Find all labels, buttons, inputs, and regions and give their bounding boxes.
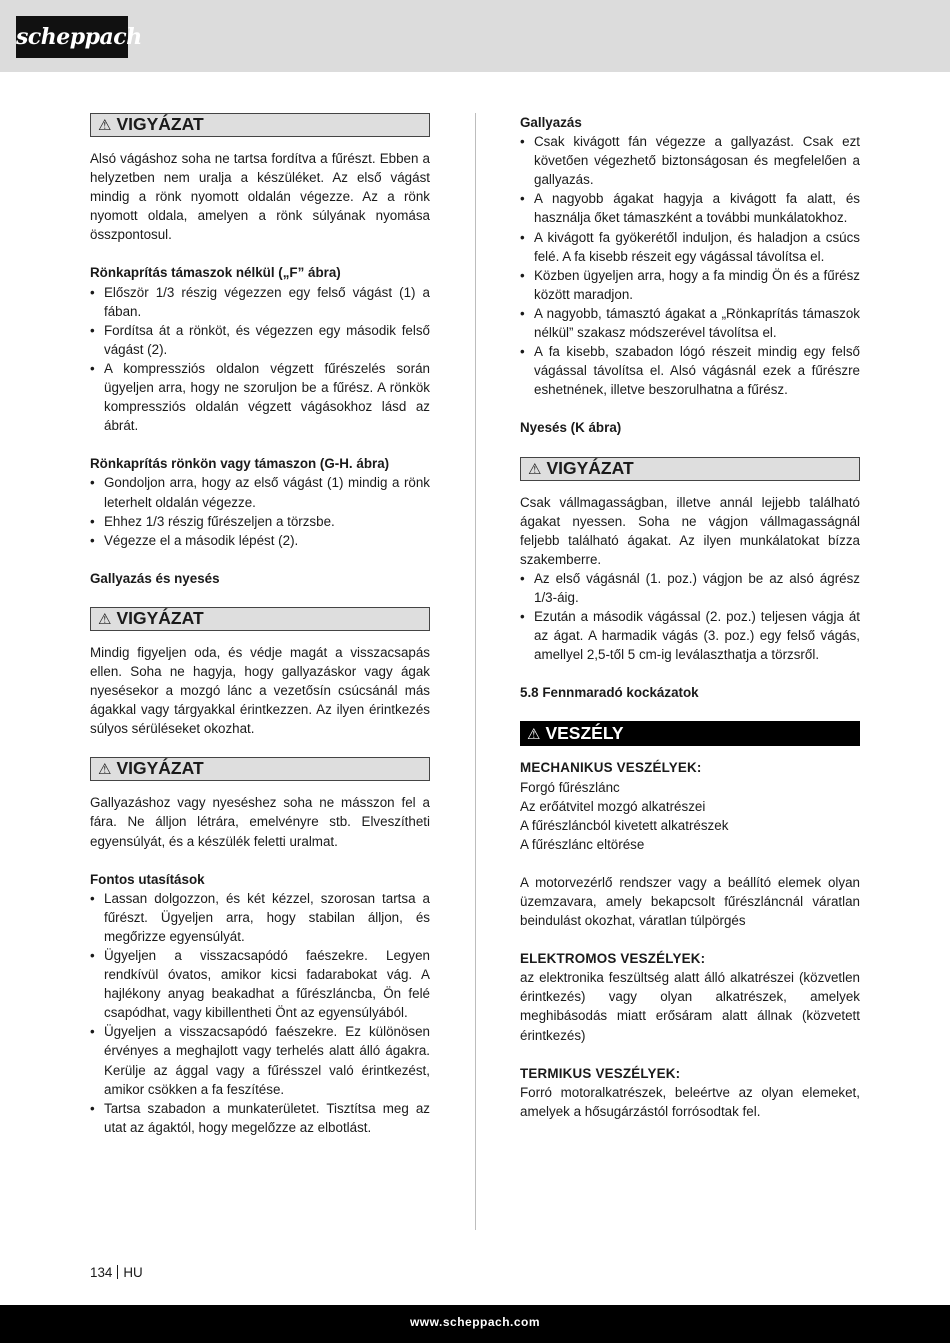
list-item: • Ehhez 1/3 részig fűrészeljen a törzsbe. — [90, 512, 430, 531]
caution-text: Alsó vágáshoz soha ne tartsa fordítva a fűrészt. Ebben a helyzetben nem uralja a készüléket. Az első vágást mindig a rönk nyomott oldalán végezze. Az a rönk nyomott oldala, amelyen a rönk súlyának nyomása összpontosul. — [90, 151, 430, 243]
list-item: • A nagyobb ágakat hagyja a kivágott fa alatt, és használja őket támaszként a további munkálatokhoz. — [520, 189, 860, 227]
danger-label: VESZÉLY — [545, 723, 624, 744]
section-heading: Fontos utasítások — [90, 871, 205, 887]
bullet-list — [520, 132, 860, 399]
list-item: • Ezután a második vágással (2. poz.) teljesen vágja át az ágat. A harmadik vágás (3. poz.) egy felső vágás, amellyel 2,5-től 5 cm-ig leválaszthatja a törzsről. — [520, 607, 860, 664]
caution-label: VIGYÁZAT — [116, 758, 204, 779]
caution-label: VIGYÁZAT — [116, 114, 204, 134]
language-code: HU — [123, 1265, 143, 1280]
list-item: • Tartsa szabadon a munkaterületet. Tisztítsa meg az utat az ágaktól, hogy megelőzze az elbotlást. — [90, 1099, 430, 1137]
hazard-line: A fűrészláncból kivetett alkatrészek — [520, 817, 729, 833]
section-heading: Nyesés (K ábra) — [520, 420, 622, 436]
caution-box — [90, 607, 430, 631]
header-bar — [0, 0, 950, 72]
bullet-list — [90, 889, 430, 1137]
bullet-list — [520, 569, 860, 664]
warning-triangle-icon: ⚠ — [528, 460, 542, 478]
right-column — [520, 113, 860, 1121]
section-heading: Gallyazás — [520, 115, 582, 130]
bullet-list — [90, 473, 430, 549]
section-heading: Rönkaprítás támaszok nélkül („F” ábra) — [90, 265, 341, 281]
hazard-paragraph: A motorvezérlő rendszer vagy a beállító elemek olyan üzemzavara, amely bekapcsolt fűrészláncnál váratlan beindulást okozhat, váratlan túlpörgés — [520, 874, 860, 929]
page-footer — [90, 1265, 143, 1280]
bullet-list — [90, 283, 430, 436]
list-item: • Lassan dolgozzon, és két kézzel, szorosan tartsa a fűrészt. Ügyeljen arra, hogy stabilan álljon, és megőrizze egyensúlyát. — [90, 889, 430, 946]
list-item: • Végezze el a második lépést (2). — [90, 531, 430, 550]
list-item: • Csak kivágott fán végezze a gallyazást. Csak ezt követően végezhető biztonságosan és megfelelően a gallyazás. — [520, 132, 860, 189]
website-link[interactable]: www.scheppach.com — [409, 1315, 541, 1329]
list-item: • Fordítsa át a rönköt, és végezzen egy második felső vágást (2). — [90, 321, 430, 359]
hazard-line: A fűrészlánc eltörése — [520, 836, 645, 852]
list-item: • A fa kisebb, szabadon lógó részeit mindig egy felső vágással távolítsa el. Alsó vágásnál ezek a fűrészre eshetnének, illetve beszorulhatna a fűrész. — [520, 342, 860, 399]
hazard-heading-mechanical: MECHANIKUS VESZÉLYEK: — [520, 760, 702, 776]
hazard-line: Az erőátvitel mozgó alkatrészei — [520, 798, 706, 814]
list-item: • A kompressziós oldalon végzett fűrészelés során ügyeljen arra, hogy ne szoruljon be a fűrész. A rönkök kompressziós oldalán végzett vágásokhoz lásd az ábrát. — [90, 359, 430, 435]
danger-box — [520, 721, 860, 746]
footer-separator — [117, 1265, 118, 1279]
section-heading: 5.8 Fennmaradó kockázatok — [520, 685, 699, 701]
list-item: • Ügyeljen a visszacsapódó faészekre. Ez különösen érvényes a meghajlott vagy terhelés alatt álló ágakra. Kerülje az ággal vagy a fűrésszel való érintkezést, amikor csökken a fa feszítése. — [90, 1022, 430, 1098]
warning-triangle-icon: ⚠ — [98, 610, 112, 628]
caution-box — [520, 457, 860, 481]
warning-triangle-icon: ⚠ — [98, 117, 112, 134]
hazard-heading-electrical: ELEKTROMOS VESZÉLYEK: — [520, 951, 706, 967]
hazard-paragraph: az elektronika feszültség alatt álló alkatrészei (közvetlen érintkezés) vagy olyan alkatrészek, amelyek meghibásodás miatt erősáram alatt állnak (közvetett érintkezés) — [520, 970, 860, 1043]
hazard-heading-thermal: TERMIKUS VESZÉLYEK: — [520, 1065, 681, 1081]
warning-triangle-icon: ⚠ — [98, 761, 112, 779]
hazard-line: Forgó fűrészlánc — [520, 779, 620, 795]
caution-label: VIGYÁZAT — [116, 607, 204, 628]
column-divider — [475, 113, 476, 1230]
caution-text: Gallyazáshoz vagy nyeséshez soha ne másszon fel a fára. Ne álljon létrára, emelvényre stb. Elveszítheti egyensúlyát, és a készülék feletti uralmat. — [90, 795, 430, 849]
list-item: • A kivágott fa gyökerétől induljon, és haladjon a csúcs felé. A fa kisebb részeit egy vágással távolítsa el. — [520, 228, 860, 266]
section-heading: Rönkaprítás rönkön vagy támaszon (G-H. ábra) — [90, 456, 390, 472]
list-item: • A nagyobb, támasztó ágakat a „Rönkaprítás támaszok nélkül” szakasz módszerével távolítsa el. — [520, 304, 860, 342]
warning-triangle-icon: ⚠ — [527, 726, 541, 744]
section-heading: Gallyazás és nyesés — [90, 570, 220, 586]
list-item: • Gondoljon arra, hogy az első vágást (1) mindig a rönk leterhelt oldalán végezze. — [90, 473, 430, 511]
caution-text: Csak vállmagasságban, illetve annál lejjebb található ágakat nyessen. Soha ne vágjon vállmagasságnál feljebb található ágakat. Az ilyen munkálatokat bízza szakemberre. — [520, 494, 860, 567]
list-item: • Az első vágásnál (1. poz.) vágjon be az alsó ágrész 1/3-áig. — [520, 569, 860, 607]
caution-text: Mindig figyeljen oda, és védje magát a visszacsapás ellen. Soha ne hagyja, hogy gallyazáskor vagy ágak nyesésekor a mozgó lánc a vezetősín csúcsánál más ágakkal vagy tárgyakkal érintkezzen. Az ilyen érintkezés súlyos sérüléseket okozhat. — [90, 644, 430, 737]
caution-box — [90, 113, 430, 137]
list-item: • Először 1/3 részig végezzen egy felső vágást (1) a fában. — [90, 283, 430, 321]
caution-label: VIGYÁZAT — [546, 457, 634, 478]
list-item: • Közben ügyeljen arra, hogy a fa mindig Ön és a fűrész között maradjon. — [520, 266, 860, 304]
page-number: 134 — [90, 1265, 113, 1280]
left-column — [90, 113, 430, 1137]
scheppach-logo: scheppach — [16, 16, 128, 58]
caution-box — [90, 757, 430, 781]
hazard-paragraph: Forró motoralkatrészek, beleértve az olyan elemeket, amelyek a hősugárzástól forrósodtak fel. — [520, 1084, 860, 1119]
list-item: • Ügyeljen a visszacsapódó faészekre. Legyen rendkívül óvatos, amikor kicsi fadarabokat vág. A hajlékony anyag beakadhat a fűrészláncba, Ön felé csapódhat, vagy kibillentheti Önt az egyensúlyából. — [90, 946, 430, 1022]
